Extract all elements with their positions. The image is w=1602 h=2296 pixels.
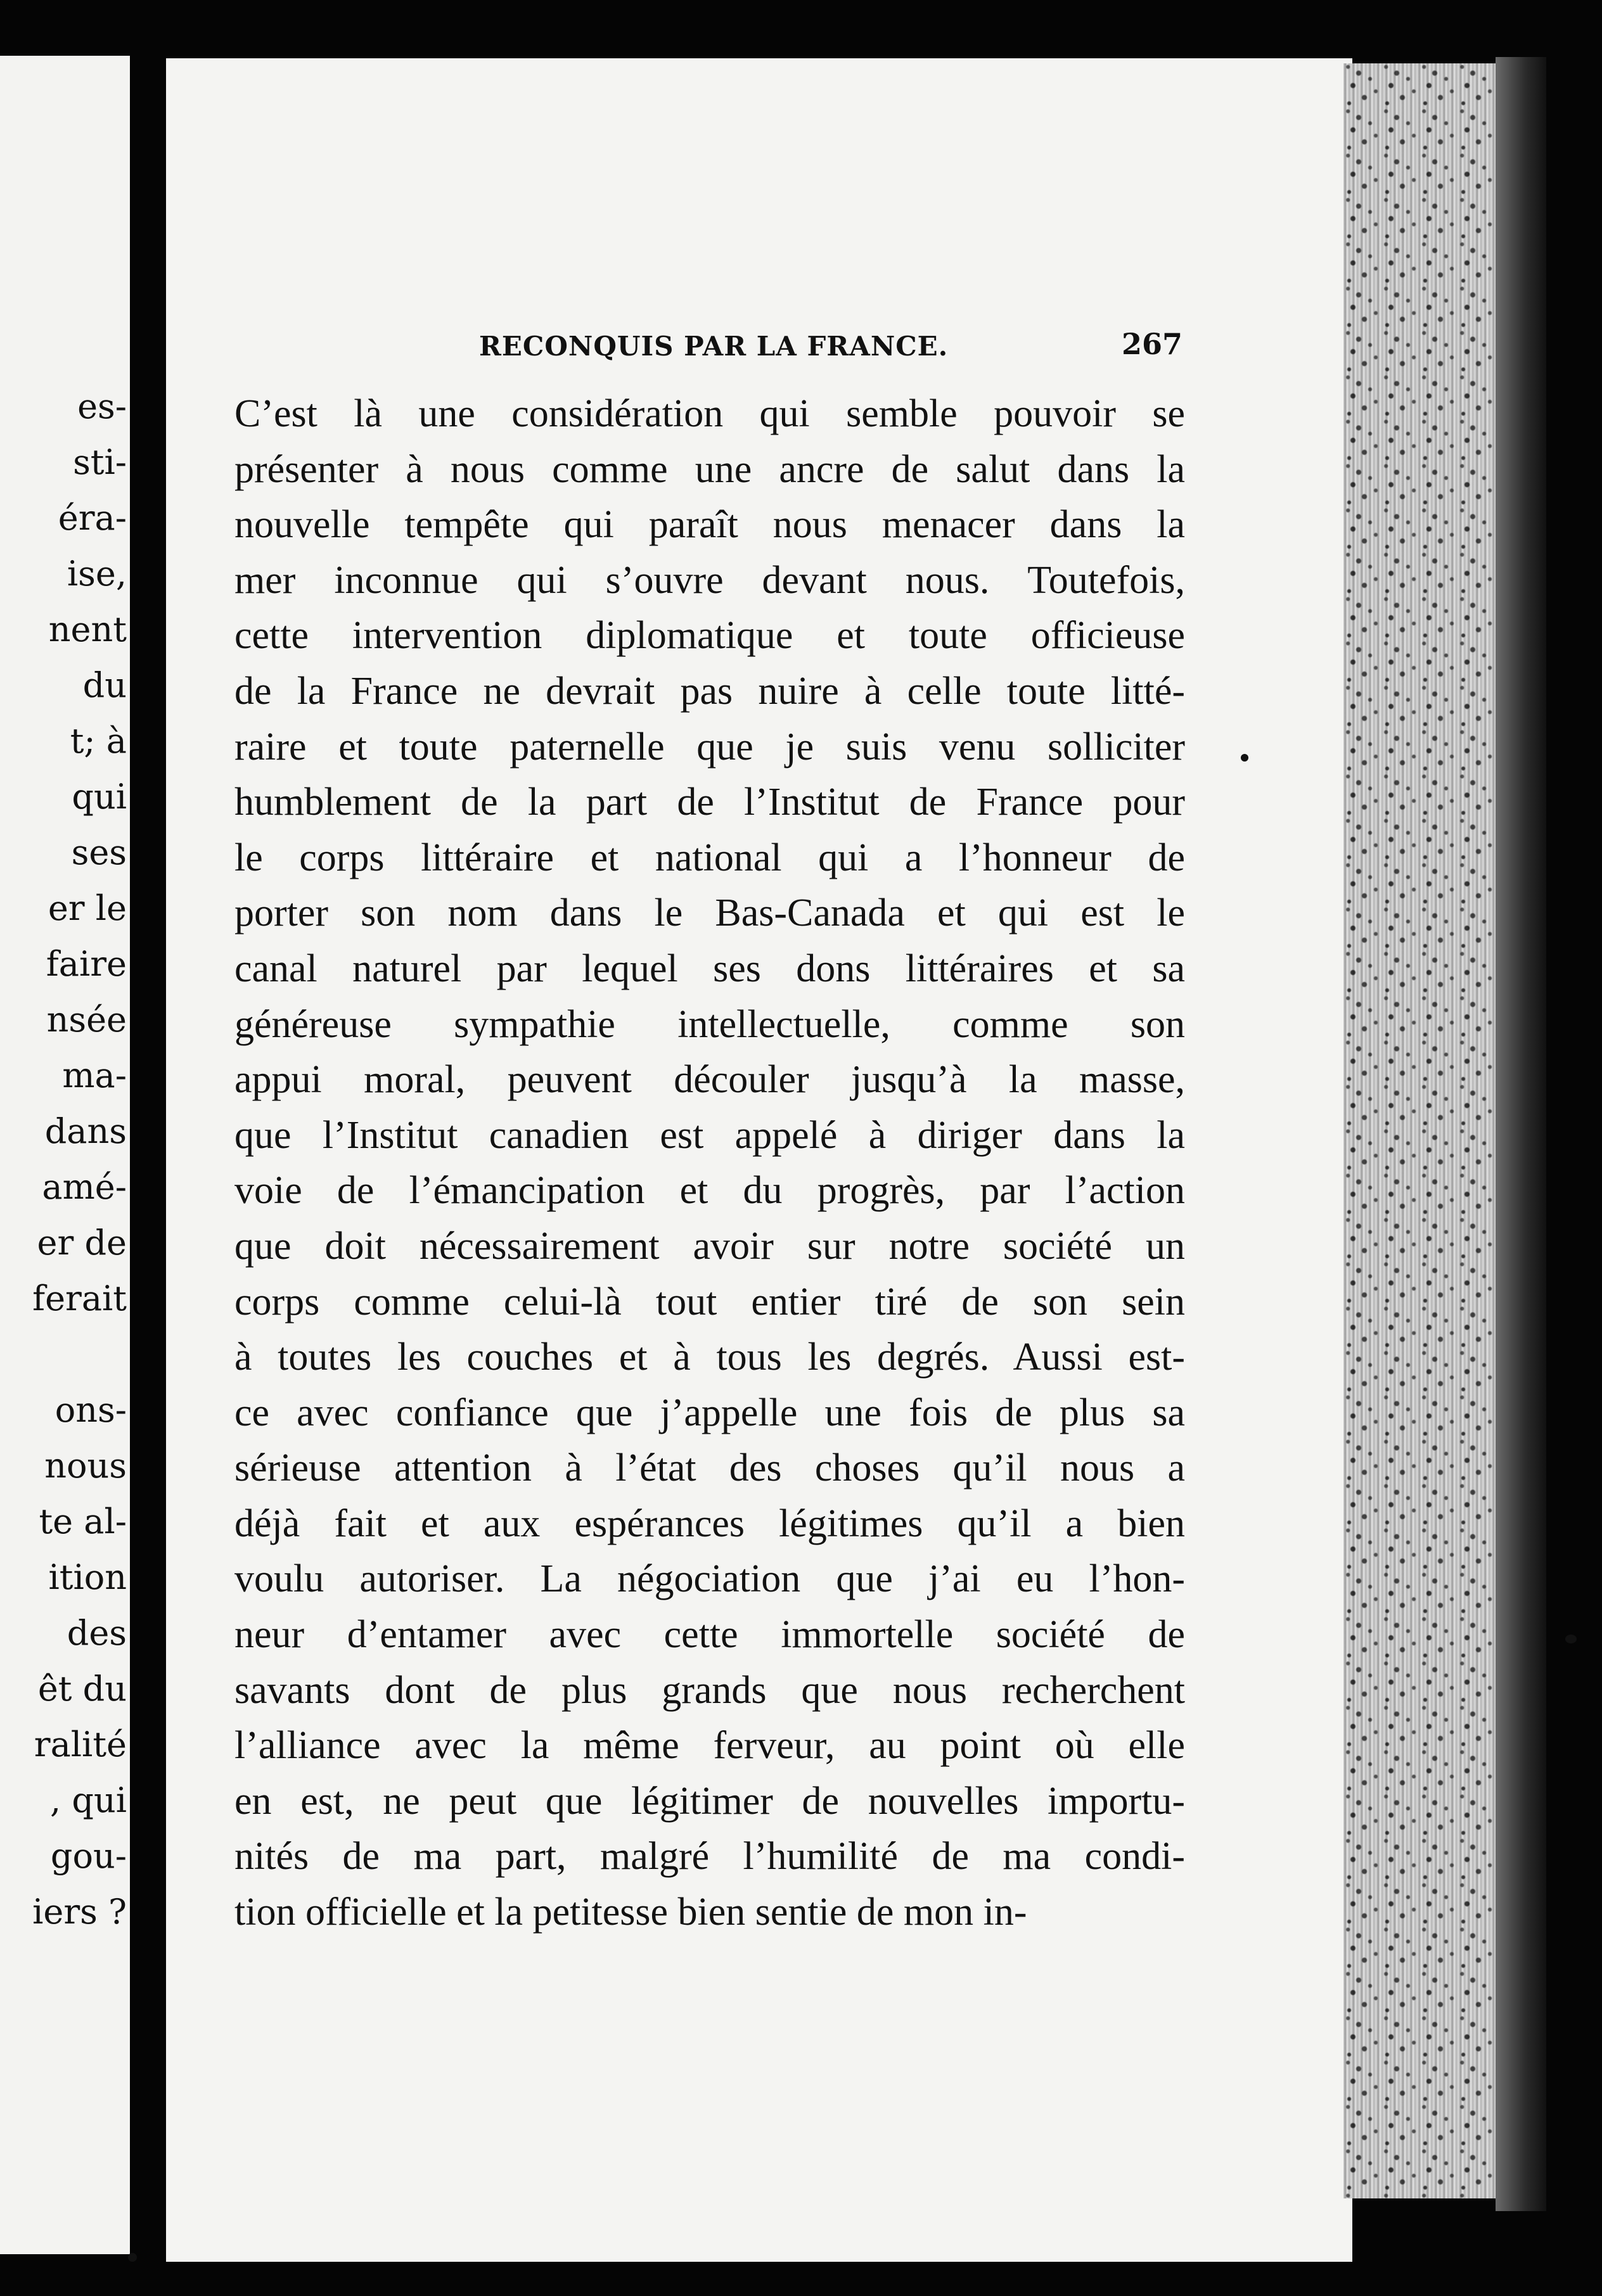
body-text bbox=[234, 386, 1185, 1941]
text-line: mer inconnue qui s’ouvre devant nous. Toutefois, bbox=[234, 558, 1185, 602]
previous-page-line: amé- bbox=[42, 1167, 127, 1207]
previous-page-line: t; à bbox=[70, 721, 127, 761]
text-line: nouvelle tempête qui paraît nous menacer dans la bbox=[234, 503, 1185, 547]
text-line: canal naturel par lequel ses dons littéraires et sa bbox=[234, 947, 1185, 990]
previous-page-line: qui bbox=[72, 777, 127, 817]
previous-page-line: ralité bbox=[34, 1725, 127, 1764]
previous-page-line: des bbox=[67, 1613, 127, 1653]
previous-page-line: nous bbox=[44, 1446, 127, 1486]
text-line: que l’Institut canadien est appelé à diriger dans la bbox=[234, 1113, 1185, 1157]
text-line: porter son nom dans le Bas-Canada et qui est le bbox=[234, 891, 1185, 935]
text-line: l’alliance avec la même ferveur, au point où elle bbox=[234, 1724, 1185, 1768]
ink-speck bbox=[128, 2253, 137, 2262]
previous-page-line: dans bbox=[44, 1111, 127, 1151]
previous-page-line: faire bbox=[46, 944, 127, 984]
text-line: voulu autoriser. La négociation que j’ai eu l’hon- bbox=[234, 1557, 1185, 1601]
previous-page-line: er le bbox=[48, 888, 127, 928]
text-line: neur d’entamer avec cette immortelle société de bbox=[234, 1613, 1185, 1657]
previous-page-line: ition bbox=[48, 1557, 127, 1597]
previous-page-line: er de bbox=[37, 1223, 127, 1263]
text-line: appui moral, peuvent découler jusqu’à la masse, bbox=[234, 1058, 1185, 1102]
previous-page-line: sti- bbox=[73, 442, 127, 482]
ink-speck bbox=[1565, 1635, 1577, 1643]
book-fore-edge-shadow bbox=[1496, 57, 1546, 2211]
text-line: nités de ma part, malgré l’humilité de ma condi- bbox=[234, 1835, 1185, 1878]
previous-page-line bbox=[0, 1327, 127, 1382]
previous-page-line: ferait bbox=[32, 1279, 127, 1318]
previous-page-line: nsée bbox=[46, 1000, 127, 1040]
text-line: ce avec confiance que j’appelle une fois de plus sa bbox=[234, 1391, 1185, 1434]
text-line: savants dont de plus grands que nous recherchent bbox=[234, 1668, 1185, 1712]
text-line: de la France ne devrait pas nuire à celle toute litté- bbox=[234, 669, 1185, 713]
previous-page-line: es- bbox=[77, 386, 127, 426]
previous-page-line: iers ? bbox=[32, 1892, 127, 1932]
previous-page-text bbox=[0, 379, 127, 1940]
text-line: humblement de la part de l’Institut de France pour bbox=[234, 781, 1185, 824]
previous-page bbox=[0, 56, 130, 2254]
text-line: présenter à nous comme une ancre de salut dans la bbox=[234, 447, 1185, 491]
previous-page-line: ses bbox=[71, 832, 127, 872]
previous-page-line: nent bbox=[48, 609, 127, 649]
text-line: tion officielle et la petitesse bien sentie de mon in- bbox=[234, 1891, 1027, 1934]
previous-page-line: gou- bbox=[50, 1836, 127, 1876]
previous-page-line: , qui bbox=[50, 1780, 127, 1820]
text-line: corps comme celui-là tout entier tiré de son sein bbox=[234, 1280, 1185, 1323]
previous-page-line: te al- bbox=[39, 1502, 127, 1541]
text-line: voie de l’émancipation et du progrès, par l’action bbox=[234, 1169, 1185, 1213]
previous-page-line: ma- bbox=[62, 1056, 127, 1095]
previous-page-line: êt du bbox=[37, 1669, 127, 1709]
text-line: C’est là une considération qui semble pouvoir se bbox=[234, 392, 1185, 435]
page-header bbox=[234, 324, 1191, 369]
text-line: raire et toute paternelle que je suis venu solliciter bbox=[234, 725, 1185, 769]
previous-page-line: ons- bbox=[54, 1390, 127, 1430]
text-line: en est, ne peut que légitimer de nouvelles importu- bbox=[234, 1779, 1185, 1823]
text-line: à toutes les couches et à tous les degrés. Aussi est- bbox=[234, 1336, 1185, 1379]
text-line: sérieuse attention à l’état des choses qu’il nous a bbox=[234, 1446, 1185, 1490]
text-line: le corps littéraire et national qui a l’honneur de bbox=[234, 836, 1185, 879]
previous-page-line: du bbox=[82, 665, 127, 705]
ink-speck bbox=[1241, 754, 1248, 762]
text-line: déjà fait et aux espérances légitimes qu’il a bien bbox=[234, 1502, 1185, 1545]
text-line: cette intervention diplomatique et toute officieuse bbox=[234, 614, 1185, 658]
previous-page-line: ise, bbox=[67, 554, 127, 594]
running-head: RECONQUIS PAR LA FRANCE. bbox=[479, 331, 949, 362]
page-number: 267 bbox=[1121, 327, 1182, 361]
previous-page-line: éra- bbox=[58, 498, 127, 538]
text-line: généreuse sympathie intellectuelle, comme son bbox=[234, 1002, 1185, 1046]
text-line: que doit nécessairement avoir sur notre société un bbox=[234, 1224, 1185, 1268]
